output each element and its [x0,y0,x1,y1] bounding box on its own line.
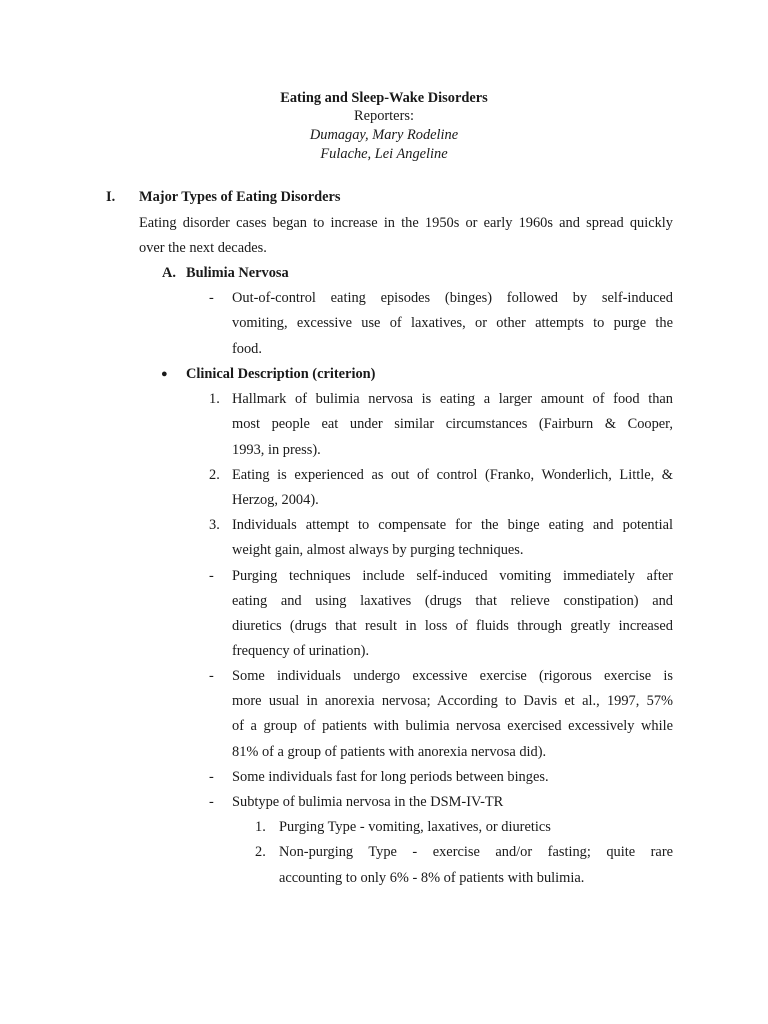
dash-marker: - [209,290,214,306]
list-item-line: frequency of urination). [232,643,370,659]
list-item-line: Herzog, 2004). [232,492,319,508]
bullet-icon: ● [161,368,168,380]
list-item-line: food. [232,341,262,357]
list-marker: 2. [255,844,266,860]
reporters-label: Reporters: [354,108,414,124]
list-marker: 3. [209,517,220,533]
list-item-line: Some individuals fast for long periods between binges. [232,769,549,785]
list-item-line: Purging Type - vomiting, laxatives, or diuretics [279,819,551,835]
list-item-line: accounting to only 6% - 8% of patients with bulimia. [279,870,585,886]
clinical-heading: Clinical Description (criterion) [186,366,376,382]
list-item-line: vomiting, excessive use of laxatives, or other attempts to purge the [232,315,673,331]
document-title: Eating and Sleep-Wake Disorders [280,90,488,106]
list-item-line: weight gain, almost always by purging techniques. [232,542,524,558]
list-marker: 2. [209,467,220,483]
dash-marker: - [209,568,214,584]
section-numeral: I. [106,189,116,205]
subsection-marker: A. [162,265,176,281]
list-item-line: more usual in anorexia nervosa; According to Davis et al., 1997, 57% [232,693,673,709]
list-item-line: Some individuals undergo excessive exercise (rigorous exercise is [232,668,673,684]
list-item-line: Purging techniques include self-induced vomiting immediately after [232,568,673,584]
list-marker: 1. [255,819,266,835]
dash-marker: - [209,769,214,785]
reporter-name: Dumagay, Mary Rodeline [309,127,459,143]
list-item-line: Subtype of bulimia nervosa in the DSM-IV-TR [232,794,504,810]
list-item-line: Individuals attempt to compensate for the binge eating and potential [232,517,673,533]
list-item-line: 81% of a group of patients with anorexia nervosa did). [232,744,547,760]
list-item-line: Out-of-control eating episodes (binges) followed by self-induced [232,290,673,306]
list-item-line: of a group of patients with bulimia nervosa exercised excessively while [232,718,673,734]
list-item-line: Eating is experienced as out of control (Franko, Wonderlich, Little, & [232,467,673,483]
dash-marker: - [209,794,214,810]
list-item-line: 1993, in press). [232,442,321,458]
reporter-name: Fulache, Lei Angeline [320,146,448,162]
dash-marker: - [209,668,214,684]
list-item-line: Hallmark of bulimia nervosa is eating a larger amount of food than [232,391,673,407]
list-item-line: most people eat under similar circumstances (Fairburn & Cooper, [232,416,673,432]
list-marker: 1. [209,391,220,407]
list-item-line: eating and using laxatives (drugs that relieve constipation) and [232,593,673,609]
paragraph-line: over the next decades. [139,240,267,256]
list-item-line: diuretics (drugs that result in loss of fluids through greatly increased [232,618,673,634]
list-item-line: Non-purging Type - exercise and/or fasting; quite rare [279,844,673,860]
subsection-heading: Bulimia Nervosa [186,265,289,281]
paragraph-line: Eating disorder cases began to increase in the 1950s or early 1960s and spread quickly [139,215,673,231]
section-heading: Major Types of Eating Disorders [139,189,341,205]
